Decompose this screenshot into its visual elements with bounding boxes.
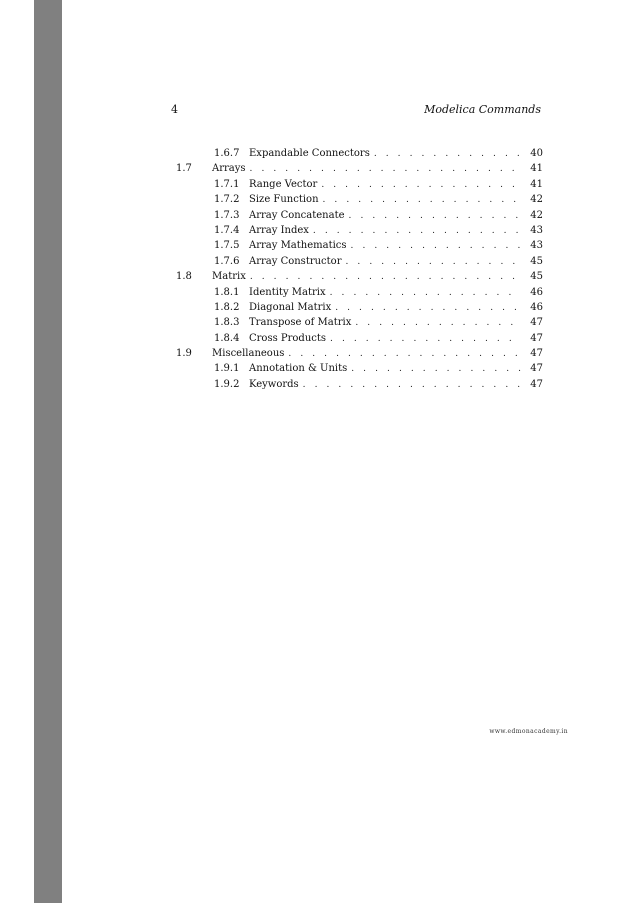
- toc-entry[interactable]: [172, 300, 543, 315]
- toc-entry[interactable]: [172, 146, 543, 161]
- toc-dot-leader: [321, 178, 521, 193]
- toc-entry-page: 47: [530, 317, 543, 329]
- toc-entry[interactable]: [172, 269, 543, 284]
- toc-entry-title: Array Index: [249, 224, 309, 236]
- toc-entry-number: 1.6.7: [214, 148, 240, 159]
- toc-entry-number: 1.8: [176, 271, 192, 283]
- page-number: 4: [171, 103, 178, 116]
- toc-entry-page: 47: [530, 363, 543, 375]
- toc-dot-leader: [303, 378, 521, 393]
- toc-entry[interactable]: [172, 238, 543, 253]
- toc-dot-leader: [323, 193, 521, 208]
- toc-entry-number: 1.7.4: [214, 224, 240, 236]
- toc-entry-page: 41: [530, 178, 543, 190]
- toc-entry-title: Keywords: [249, 378, 299, 390]
- toc-entry-page: 43: [530, 240, 543, 252]
- toc-entry-number: 1.7.6: [214, 255, 240, 267]
- toc-entry-page: 42: [530, 209, 543, 221]
- toc-entry-number: 1.7: [176, 163, 192, 175]
- toc-dot-leader: [250, 270, 521, 285]
- toc-entry-title: Size Function: [249, 194, 319, 206]
- toc-dot-leader: [349, 209, 521, 224]
- toc-entry[interactable]: [172, 208, 543, 223]
- toc-entry-page: 47: [530, 332, 543, 344]
- toc-entry-title: Diagonal Matrix: [249, 301, 332, 313]
- toc-entry[interactable]: [172, 192, 543, 207]
- toc-entry-title: Annotation & Units: [249, 363, 348, 375]
- toc-entry[interactable]: [172, 331, 543, 346]
- toc-dot-leader: [330, 332, 521, 347]
- toc-entry[interactable]: [172, 361, 543, 376]
- toc-dot-leader: [313, 224, 521, 239]
- toc-entry[interactable]: [172, 315, 543, 330]
- toc-dot-leader: [288, 347, 521, 362]
- toc-entry-title: Array Constructor: [249, 255, 342, 267]
- toc-entry-title: Transpose of Matrix: [249, 317, 352, 329]
- toc-dot-leader: [351, 362, 521, 377]
- toc-entry-title: Expandable Connectors: [249, 148, 370, 159]
- toc-entry-page: 40: [530, 148, 543, 159]
- toc-entry-title: Range Vector: [249, 178, 318, 190]
- footer-url: www.edmonacademy.in: [489, 728, 568, 735]
- toc-entry-page: 42: [530, 194, 543, 206]
- toc-entry[interactable]: [172, 346, 543, 361]
- toc-entry-title: Arrays: [212, 163, 246, 175]
- toc-entry-number: 1.9: [176, 348, 192, 360]
- toc-entry-title: Matrix: [212, 271, 246, 283]
- toc-entry-page: 47: [530, 378, 543, 390]
- toc-entry-number: 1.7.5: [214, 240, 240, 252]
- table-of-contents: [172, 146, 543, 392]
- toc-dot-leader: [330, 286, 521, 301]
- toc-dot-leader: [355, 316, 521, 331]
- toc-entry[interactable]: [172, 223, 543, 238]
- toc-entry-title: Identity Matrix: [249, 286, 326, 298]
- toc-entry-title: Miscellaneous: [212, 348, 285, 360]
- toc-entry-title: Cross Products: [249, 332, 327, 344]
- toc-entry[interactable]: [172, 177, 543, 192]
- toc-entry-number: 1.8.2: [214, 301, 240, 313]
- toc-entry-number: 1.8.3: [214, 317, 240, 329]
- toc-entry[interactable]: [172, 285, 543, 300]
- toc-entry-number: 1.8.4: [214, 332, 240, 344]
- toc-dot-leader: [345, 255, 521, 270]
- toc-entry-title: Array Concatenate: [249, 209, 345, 221]
- toc-entry-page: 46: [530, 301, 543, 313]
- toc-entry-page: 45: [530, 255, 543, 267]
- toc-dot-leader: [351, 239, 521, 254]
- toc-entry-number: 1.9.1: [214, 363, 240, 375]
- toc-entry[interactable]: [172, 161, 543, 176]
- running-title: Modelica Commands: [424, 103, 541, 116]
- toc-entry-title: Array Mathematics: [249, 240, 347, 252]
- toc-entry-page: 43: [530, 224, 543, 236]
- toc-entry-number: 1.8.1: [214, 286, 240, 298]
- toc-entry-number: 1.7.3: [214, 209, 240, 221]
- toc-entry-page: 41: [530, 163, 543, 175]
- toc-dot-leader: [250, 162, 521, 177]
- toc-entry-number: 1.7.1: [214, 178, 240, 190]
- toc-entry[interactable]: [172, 377, 543, 392]
- left-margin-bar: [34, 0, 62, 903]
- toc-entry[interactable]: [172, 254, 543, 269]
- toc-entry-number: 1.7.2: [214, 194, 240, 206]
- toc-entry-page: 45: [530, 271, 543, 283]
- toc-dot-leader: [374, 147, 521, 162]
- toc-entry-number: 1.9.2: [214, 378, 240, 390]
- toc-dot-leader: [335, 301, 521, 316]
- toc-entry-page: 47: [530, 348, 543, 360]
- toc-entry-page: 46: [530, 286, 543, 298]
